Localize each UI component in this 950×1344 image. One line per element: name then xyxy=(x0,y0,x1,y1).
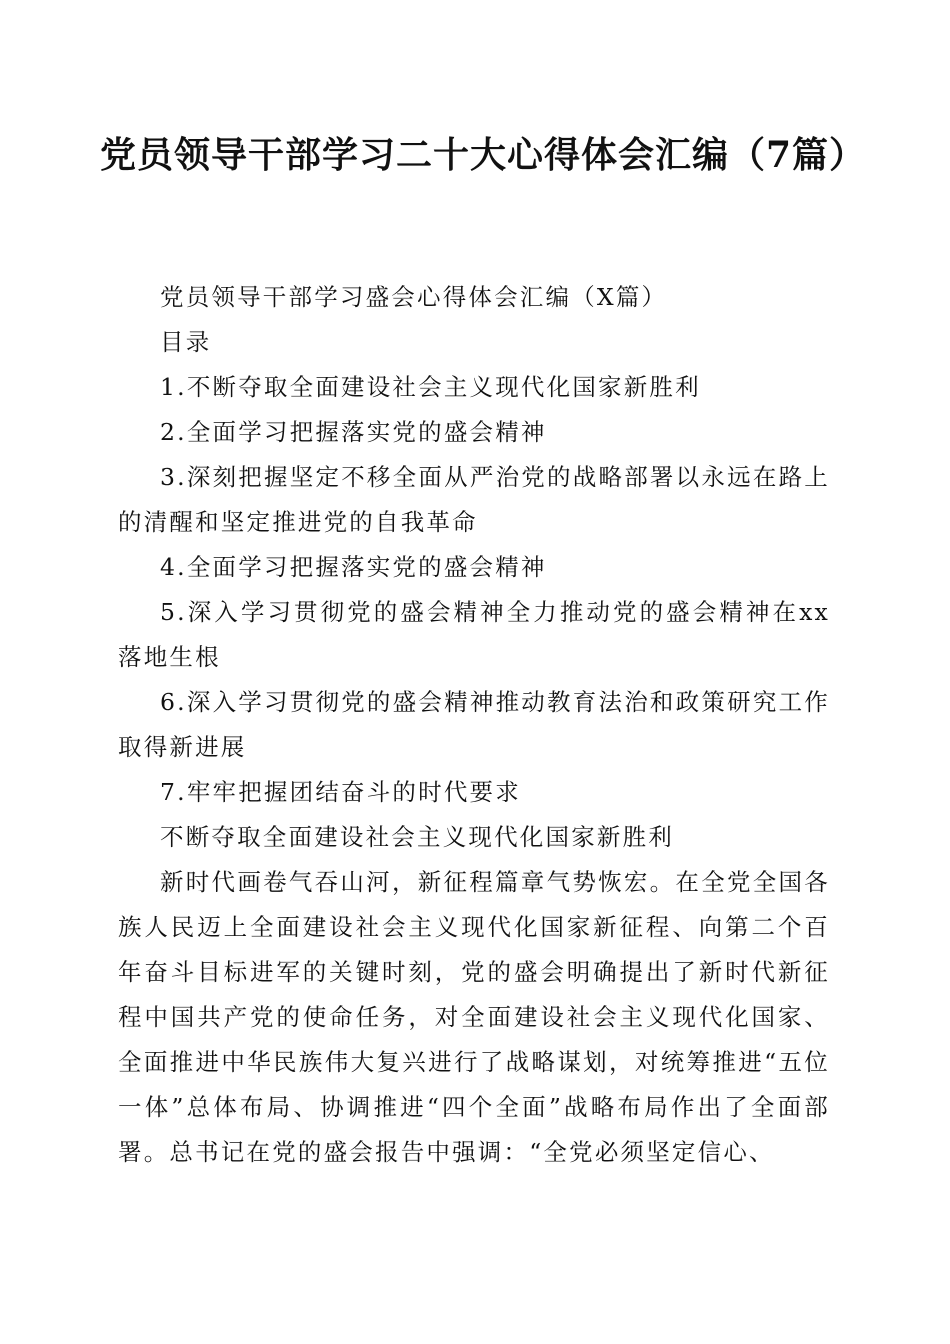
toc-item-2: 2.全面学习把握落实党的盛会精神 xyxy=(160,418,547,446)
document-title: 党员领导干部学习二十大心得体会汇编（7篇） xyxy=(100,134,867,176)
toc-item-7: 7.牢牢把握团结奋斗的时代要求 xyxy=(160,778,521,806)
document-body xyxy=(118,275,830,1175)
doc-subtitle: 党员领导干部学习盛会心得体会汇编（X篇） xyxy=(160,283,668,311)
toc-item-4: 4.全面学习把握落实党的盛会精神 xyxy=(160,553,547,581)
section-heading: 不断夺取全面建设社会主义现代化国家新胜利 xyxy=(160,823,674,851)
toc-item-5: 5.深入学习贯彻党的盛会精神全力推动党的盛会精神在xx落地生根 xyxy=(118,598,830,671)
toc-item-1: 1.不断夺取全面建设社会主义现代化国家新胜利 xyxy=(160,373,701,401)
toc-item-3: 3.深刻把握坚定不移全面从严治党的战略部署以永远在路上的清醒和坚定推进党的自我革命 xyxy=(118,463,830,536)
toc-heading: 目录 xyxy=(160,328,212,356)
body-paragraph: 新时代画卷气吞山河，新征程篇章气势恢宏。在全党全国各族人民迈上全面建设社会主义现代化国家新征程、向第二个百年奋斗目标进军的关键时刻，党的盛会明确提出了新时代新征程中国共产党的使命任务，对全面建设社会主义现代化国家、全面推进中华民族伟大复兴进行了战略谋划，对统筹推进“五位一体”总体布局、协调推进“四个全面”战略布局作出了全面部署。总书记在党的盛会报告中强调：“全党必须坚定信心、 xyxy=(118,868,830,1166)
toc-item-6: 6.深入学习贯彻党的盛会精神推动教育法治和政策研究工作取得新进展 xyxy=(118,688,830,761)
